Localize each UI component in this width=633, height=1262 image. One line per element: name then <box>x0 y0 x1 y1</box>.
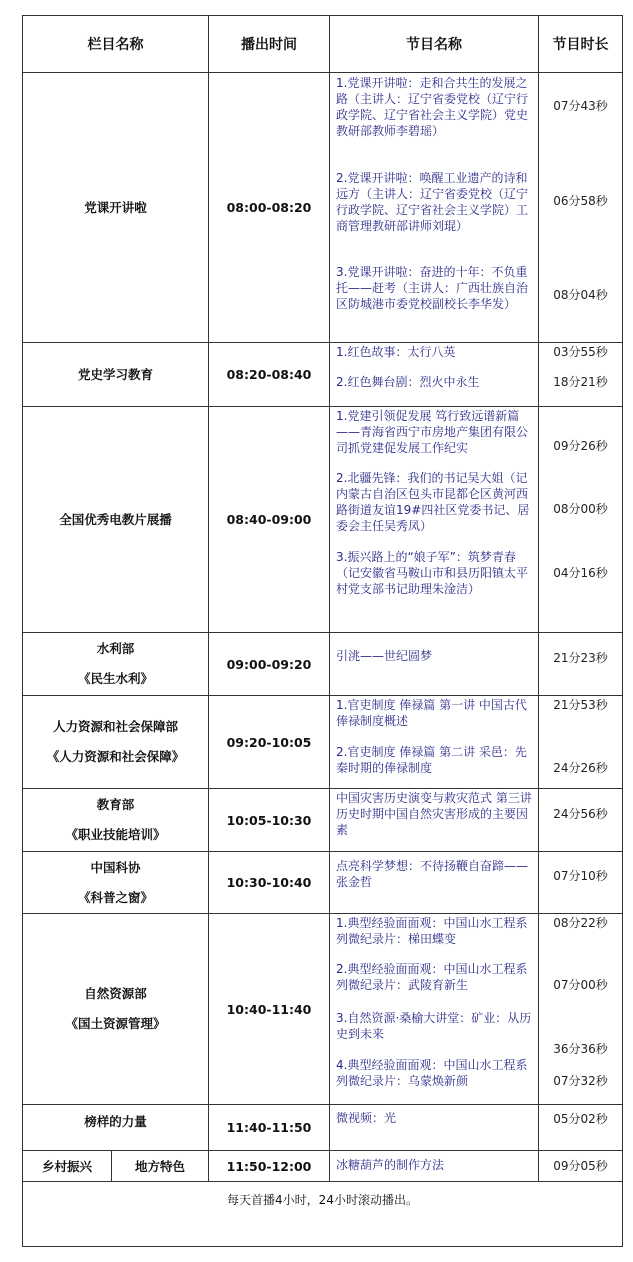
column-name-cell <box>23 852 209 914</box>
column-name: 水利部 <box>96 641 135 656</box>
duration: 07分43秒 <box>553 99 608 113</box>
column-subtitle: 《科普之窗》 <box>77 889 153 905</box>
table-row <box>23 633 623 696</box>
column-name-cell <box>23 633 209 696</box>
air-time: 09:20-10:05 <box>209 696 330 789</box>
program-cell <box>330 696 539 789</box>
air-time: 08:20-08:40 <box>209 343 330 407</box>
column-name-cell <box>23 914 209 1105</box>
schedule-table <box>22 15 623 1247</box>
column-name: 人力资源和社会保障部 <box>52 719 178 734</box>
program-cell <box>330 73 539 343</box>
air-time: 10:05-10:30 <box>209 789 330 852</box>
program-title: 中国灾害历史演变与救灾范式 第三讲 历史时期中国自然灾害形成的主要因素 <box>336 791 532 837</box>
column-name: 榜样的力量 <box>84 1113 147 1129</box>
air-time: 08:40-09:00 <box>209 407 330 633</box>
program-title: 冰糖葫芦的制作方法 <box>336 1158 445 1172</box>
column-subtitle: 地方特色 <box>134 1159 185 1174</box>
program-title: 1.党课开讲啦：走和合共生的发展之路（主讲人：辽宁省委党校（辽宁行政学院、辽宁省社会主义学院）党史教研部教师李碧瑶） <box>336 76 529 138</box>
column-name-cell <box>23 343 209 407</box>
program-title: 4.典型经验面面观：中国山水工程系列微纪录片：乌蒙焕新颜 <box>336 1058 528 1088</box>
program-title: 点亮科学梦想：不待扬鞭自奋蹄——张金哲 <box>336 859 529 889</box>
footer-row <box>23 1182 623 1247</box>
duration-cell <box>539 407 623 633</box>
footer-note: 每天首播4小时，24小时滚动播出。 <box>23 1182 623 1247</box>
column-subtitle: 《职业技能培训》 <box>65 827 166 842</box>
program-cell <box>330 914 539 1105</box>
duration-cell <box>539 1151 623 1182</box>
duration-cell <box>539 914 623 1105</box>
table-row <box>23 1151 623 1182</box>
program-title: 2.红色舞台剧：烈火中永生 <box>336 375 480 389</box>
column-name-cell <box>23 1151 209 1182</box>
program-title: 1.官吏制度 俸禄篇 第一讲 中国古代俸禄制度概述 <box>336 698 527 728</box>
duration-cell <box>539 1105 623 1151</box>
column-name-cell <box>23 1105 209 1151</box>
duration: 07分32秒 <box>553 1074 608 1088</box>
program-title: 3.振兴路上的“娘子军”：筑梦青春（记安徽省马鞍山市和县历阳镇太平村党支部书记助理朱淦洁） <box>336 550 529 596</box>
duration-cell <box>539 696 623 789</box>
program-title: 微视频：光 <box>336 1111 397 1125</box>
duration-cell <box>539 789 623 852</box>
table-row <box>23 696 623 789</box>
duration: 07分10秒 <box>553 869 608 883</box>
duration: 21分23秒 <box>553 651 608 665</box>
duration: 08分22秒 <box>553 916 608 930</box>
header-column-name: 栏目名称 <box>23 16 209 73</box>
table-row <box>23 407 623 633</box>
column-name-cell <box>23 789 209 852</box>
column-subtitle: 《人力资源和社会保障》 <box>46 749 185 764</box>
duration: 36分36秒 <box>553 1042 608 1056</box>
duration: 24分26秒 <box>553 761 608 775</box>
table-row <box>23 852 623 914</box>
column-subtitle: 《国土资源管理》 <box>65 1016 166 1031</box>
column-name-cell <box>23 696 209 789</box>
program-title: 2.官吏制度 俸禄篇 第二讲 采邑：先秦时期的俸禄制度 <box>336 745 527 775</box>
program-title: 1.红色故事：太行八英 <box>336 345 456 359</box>
program-title: 3.自然资源·桑榆大讲堂：矿业：从历史到未来 <box>336 1011 532 1041</box>
duration: 08分04秒 <box>553 288 608 302</box>
duration-cell <box>539 633 623 696</box>
program-title: 2.北疆先锋：我们的书记吴大姐（记内蒙古自治区包头市昆都仑区黄河西路街道友谊19#四社区党委书记、居委会主任吴秀凤） <box>336 471 530 533</box>
program-cell <box>330 1105 539 1151</box>
header-program-name: 节目名称 <box>330 16 539 73</box>
duration-cell <box>539 343 623 407</box>
duration: 04分16秒 <box>553 566 608 580</box>
header-air-time: 播出时间 <box>209 16 330 73</box>
program-title: 1.党建引领促发展 笃行致远谱新篇——青海省西宁市房地产集团有限公司抓党建促发展工作纪实 <box>336 409 529 455</box>
duration: 03分55秒 <box>553 345 608 359</box>
table-row <box>23 1105 623 1151</box>
duration: 05分02秒 <box>553 1112 608 1126</box>
program-cell <box>330 633 539 696</box>
program-title: 1.典型经验面面观：中国山水工程系列微纪录片：梯田蝶变 <box>336 916 528 946</box>
duration-cell <box>539 852 623 914</box>
duration: 08分00秒 <box>553 502 608 516</box>
air-time: 10:30-10:40 <box>209 852 330 914</box>
table-row <box>23 914 623 1105</box>
column-subtitle: 《民生水利》 <box>77 671 153 686</box>
air-time: 10:40-11:40 <box>209 914 330 1105</box>
column-name: 党课开讲啦 <box>84 199 147 215</box>
duration: 24分56秒 <box>553 807 608 821</box>
air-time: 08:00-08:20 <box>209 73 330 343</box>
column-name-cell <box>23 73 209 343</box>
column-name: 乡村振兴 <box>23 1151 112 1181</box>
table-row <box>23 343 623 407</box>
air-time: 09:00-09:20 <box>209 633 330 696</box>
program-cell <box>330 1151 539 1182</box>
duration: 06分58秒 <box>553 194 608 208</box>
program-title: 3.党课开讲啦：奋进的十年：不负重托——赶考（主讲人：广西壮族自治区防城港市委党校副校长李华发） <box>336 265 529 311</box>
duration: 21分53秒 <box>553 698 608 712</box>
column-name: 中国科协 <box>90 859 141 875</box>
duration: 18分21秒 <box>553 375 608 389</box>
duration: 07分00秒 <box>553 978 608 992</box>
program-title: 2.党课开讲啦：唤醒工业遗产的诗和远方（主讲人：辽宁省委党校（辽宁行政学院、辽宁省社会主义学院）工商管理教研部讲师刘琨） <box>336 171 529 233</box>
column-name-cell <box>23 407 209 633</box>
duration: 09分05秒 <box>553 1159 608 1173</box>
air-time: 11:40-11:50 <box>209 1105 330 1151</box>
program-title: 2.典型经验面面观：中国山水工程系列微纪录片：武陵育新生 <box>336 962 528 992</box>
air-time: 11:50-12:00 <box>209 1151 330 1182</box>
column-name: 全国优秀电教片展播 <box>59 511 172 527</box>
column-name: 党史学习教育 <box>77 366 153 382</box>
program-cell <box>330 407 539 633</box>
program-cell <box>330 789 539 852</box>
column-name: 自然资源部 <box>84 986 147 1001</box>
duration: 09分26秒 <box>553 439 608 453</box>
column-name: 教育部 <box>96 797 135 812</box>
program-cell <box>330 852 539 914</box>
table-row <box>23 73 623 343</box>
header-duration: 节目时长 <box>539 16 623 73</box>
program-title: 引洮——世纪圆梦 <box>336 649 433 663</box>
program-cell <box>330 343 539 407</box>
header-row <box>23 16 623 73</box>
duration-cell <box>539 73 623 343</box>
table-row <box>23 789 623 852</box>
